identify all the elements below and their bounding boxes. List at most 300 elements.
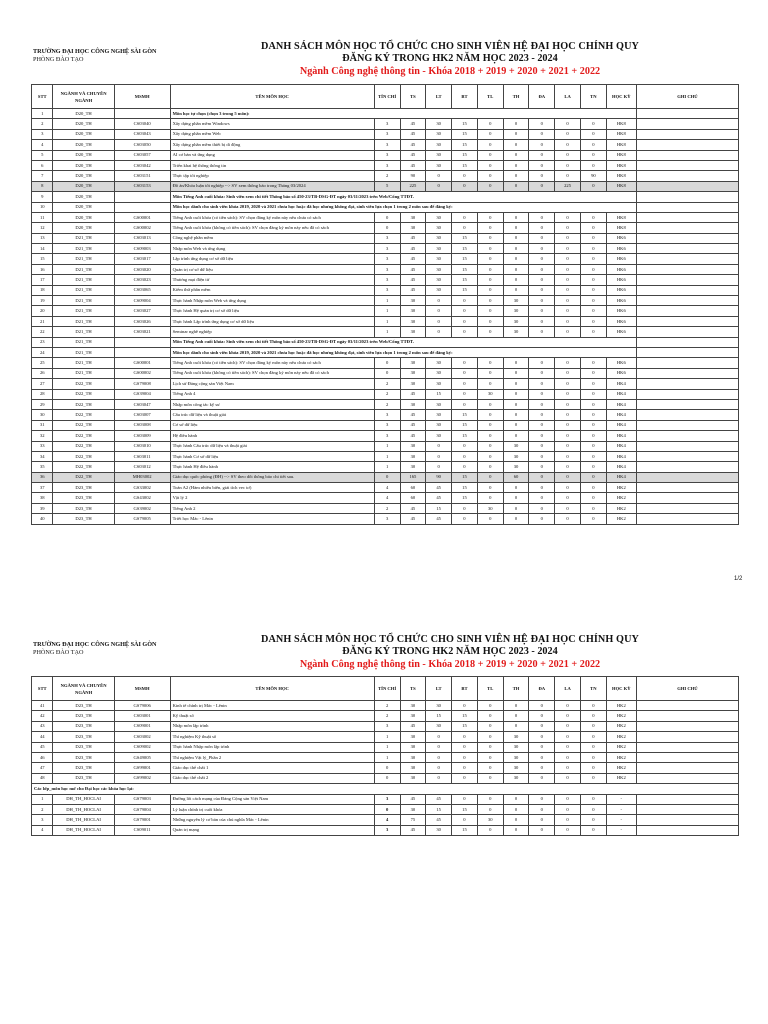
cell-bt: 15 <box>452 119 478 129</box>
cell-tl: 0 <box>477 171 503 181</box>
cell-lt: 30 <box>426 254 452 264</box>
cell-th: 0 <box>503 150 529 160</box>
cell-tn: 0 <box>580 181 606 191</box>
cell-stt: 46 <box>32 752 53 762</box>
cell-bt: 0 <box>452 171 478 181</box>
cell-nganh: D20_TH <box>53 109 114 119</box>
cell-la: 0 <box>555 399 581 409</box>
cell-stt: 45 <box>32 742 53 752</box>
cell-tl: 0 <box>477 368 503 378</box>
cell-stt: 40 <box>32 514 53 524</box>
cell-lt: 30 <box>426 379 452 389</box>
title-line-2: ĐĂNG KÝ TRONG HK2 NĂM HỌC 2023 - 2024 <box>342 646 558 657</box>
cell-ghi-chu <box>636 742 738 752</box>
cell-bt: 0 <box>452 316 478 326</box>
cell-tl: 0 <box>477 732 503 742</box>
table-row <box>32 337 739 347</box>
cell-la: 0 <box>555 763 581 773</box>
table-row <box>32 701 739 711</box>
cell-ghi-chu <box>636 275 738 285</box>
table-row <box>32 721 739 731</box>
cell-bt: 15 <box>452 804 478 814</box>
table-row <box>32 732 739 742</box>
cell-msmh <box>114 347 170 357</box>
cell-la: 0 <box>555 752 581 762</box>
cell-tn: 0 <box>580 451 606 461</box>
column-header-ghi-chu: GHI CHÚ <box>636 677 738 701</box>
table-row <box>32 192 739 202</box>
cell-bt: 0 <box>452 399 478 409</box>
cell-da: 0 <box>529 171 555 181</box>
column-header-nganh: NGÀNH VÀ CHUYÊN NGÀNH <box>53 85 114 109</box>
cell-hoc-ky: HK2 <box>606 711 636 721</box>
cell-th: 60 <box>503 472 529 482</box>
cell-nganh: D23_TH <box>53 514 114 524</box>
cell-la: 0 <box>555 410 581 420</box>
table-row <box>32 358 739 368</box>
cell-ghi-chu <box>636 358 738 368</box>
cell-nganh: D23_TH <box>53 503 114 513</box>
cell-tin-chi: 2 <box>374 503 400 513</box>
cell-stt: 48 <box>32 773 53 783</box>
cell-bt: 0 <box>452 306 478 316</box>
cell-tn: 0 <box>580 462 606 472</box>
cell-bt: 15 <box>452 721 478 731</box>
cell-ten-mon-hoc: Công nghệ phần mềm <box>170 233 374 243</box>
cell-ten-mon-hoc: Thí nghiệm Kỹ thuật số <box>170 732 374 742</box>
cell-ghi-chu <box>636 223 738 233</box>
cell-stt: 19 <box>32 296 53 306</box>
cell-bt: 0 <box>452 379 478 389</box>
cell-ts: 45 <box>400 431 426 441</box>
cell-th: 0 <box>503 420 529 430</box>
column-header-nganh: NGÀNH VÀ CHUYÊN NGÀNH <box>53 677 114 701</box>
cell-ten-mon-hoc: Lịch sử Đảng cộng sản Việt Nam <box>170 379 374 389</box>
cell-la: 0 <box>555 825 581 835</box>
cell-stt: 15 <box>32 254 53 264</box>
cell-th: 0 <box>503 171 529 181</box>
cell-ghi-chu <box>636 119 738 129</box>
cell-msmh: CS03043 <box>114 129 170 139</box>
cell-tin-chi: 4 <box>374 815 400 825</box>
school-name: TRƯỜNG ĐẠI HỌC CÔNG NGHỆ SÀI GÒN <box>33 48 157 55</box>
cell-stt: 9 <box>32 192 53 202</box>
cell-stt: 7 <box>32 171 53 181</box>
cell-bt: 15 <box>452 420 478 430</box>
cell-ghi-chu <box>636 410 738 420</box>
cell-tin-chi: 0 <box>374 472 400 482</box>
cell-nganh: D22_TH <box>53 389 114 399</box>
cell-ts: 90 <box>400 171 426 181</box>
cell-lt: 30 <box>426 358 452 368</box>
cell-la: 0 <box>555 431 581 441</box>
cell-la: 0 <box>555 503 581 513</box>
cell-tn: 0 <box>580 721 606 731</box>
cell-ten-mon-hoc: Môn học dành cho sinh viên khóa 2019, 2020 và 2021 chưa học hoặc đã học nhưng không đạt, sinh viên lựa chọn 1 trong 2 môn sau để đăng ký: <box>170 202 636 212</box>
cell-bt: 15 <box>452 140 478 150</box>
cell-tn: 0 <box>580 701 606 711</box>
cell-bt: 0 <box>452 752 478 762</box>
cell-nganh: D22_TH <box>53 410 114 420</box>
cell-ts: 45 <box>400 140 426 150</box>
cell-th: 0 <box>503 410 529 420</box>
cell-da: 0 <box>529 368 555 378</box>
cell-stt: 10 <box>32 202 53 212</box>
cell-ten-mon-hoc: Môn Tiếng Anh cuối khóa: Sinh viên xem chi tiết Thông báo số 450-23/TB-DSG-ĐT ngày 03/11/2023 trên Web/Cổng TTĐT. <box>170 337 636 347</box>
cell-msmh: CS09001 <box>114 721 170 731</box>
cell-ghi-chu <box>636 264 738 274</box>
cell-nganh: D21_TH <box>53 233 114 243</box>
column-header-tn: TN <box>580 677 606 701</box>
cell-tin-chi: 0 <box>374 804 400 814</box>
cell-msmh: CS03023 <box>114 275 170 285</box>
cell-ten-mon-hoc: Môn học dành cho sinh viên khóa 2019, 2020 và 2021 chưa học hoặc đã học nhưng không đạt, sinh viên lựa chọn 1 trong 2 môn sau để đăng ký: <box>170 347 636 357</box>
cell-nganh: DH_TH_HOCLAI <box>53 815 114 825</box>
cell-th: 0 <box>503 825 529 835</box>
cell-tin-chi: 1 <box>374 296 400 306</box>
cell-stt: 47 <box>32 763 53 773</box>
cell-ten-mon-hoc: Thực tập tốt nghiệp <box>170 171 374 181</box>
cell-th: 30 <box>503 752 529 762</box>
table-row <box>32 171 739 181</box>
cell-bt: 15 <box>452 483 478 493</box>
cell-ten-mon-hoc: Nhập môn công tác kỹ sư <box>170 399 374 409</box>
cell-ten-mon-hoc: Toán A2 (Hàm nhiều biến, giải tích vec tơ) <box>170 483 374 493</box>
cell-lt: 30 <box>426 129 452 139</box>
cell-ts: 30 <box>400 368 426 378</box>
cell-lt: 30 <box>426 160 452 170</box>
cell-stt: 2 <box>32 119 53 129</box>
cell-la: 0 <box>555 150 581 160</box>
cell-lt: 30 <box>426 212 452 222</box>
cell-msmh: CS03011 <box>114 451 170 461</box>
table-row <box>32 327 739 337</box>
cell-tl: 0 <box>477 379 503 389</box>
cell-msmh: GS79008 <box>114 379 170 389</box>
cell-nganh: D21_TH <box>53 275 114 285</box>
cell-ts: 45 <box>400 233 426 243</box>
cell-ts: 30 <box>400 752 426 762</box>
table-row <box>32 514 739 524</box>
cell-th: 0 <box>503 804 529 814</box>
cell-tl: 0 <box>477 462 503 472</box>
cell-tn: 0 <box>580 794 606 804</box>
cell-tin-chi: 3 <box>374 514 400 524</box>
cell-hoc-ky: HK6 <box>606 285 636 295</box>
cell-lt: 30 <box>426 368 452 378</box>
cell-msmh: CS03153 <box>114 181 170 191</box>
cell-stt: 34 <box>32 451 53 461</box>
cell-da: 0 <box>529 773 555 783</box>
cell-nganh: D23_TH <box>53 742 114 752</box>
cell-tin-chi: 3 <box>374 160 400 170</box>
cell-lt: 30 <box>426 244 452 254</box>
cell-tn: 0 <box>580 410 606 420</box>
cell-ghi-chu <box>636 732 738 742</box>
cell-nganh: D23_TH <box>53 773 114 783</box>
cell-tin-chi: 3 <box>374 275 400 285</box>
cell-da: 0 <box>529 254 555 264</box>
cell-msmh: CS03057 <box>114 150 170 160</box>
cell-hoc-ky: HK2 <box>606 742 636 752</box>
cell-th: 30 <box>503 462 529 472</box>
cell-da: 0 <box>529 389 555 399</box>
cell-ts: 30 <box>400 732 426 742</box>
cell-tl: 0 <box>477 701 503 711</box>
cell-bt: 15 <box>452 264 478 274</box>
column-header-ghi-chu: GHI CHÚ <box>636 85 738 109</box>
cell-nganh: D23_TH <box>53 701 114 711</box>
cell-la: 0 <box>555 483 581 493</box>
cell-nganh: D23_TH <box>53 483 114 493</box>
cell-hoc-ky: HK4 <box>606 472 636 482</box>
cell-hoc-ky: - <box>606 815 636 825</box>
cell-nganh: D21_TH <box>53 327 114 337</box>
cell-tin-chi: 3 <box>374 264 400 274</box>
cell-tin-chi: 2 <box>374 379 400 389</box>
cell-da: 0 <box>529 431 555 441</box>
department-name: PHÒNG ĐÀO TẠO <box>33 56 84 63</box>
cell-da: 0 <box>529 244 555 254</box>
cell-ten-mon-hoc: Thực hành Cấu trúc dữ liệu và thuật giải <box>170 441 374 451</box>
cell-hoc-ky: HK4 <box>606 379 636 389</box>
cell-tin-chi: 0 <box>374 223 400 233</box>
cell-tn: 0 <box>580 420 606 430</box>
cell-la: 0 <box>555 379 581 389</box>
cell-tin-chi: 4 <box>374 493 400 503</box>
column-header-la: LA <box>555 85 581 109</box>
cell-stt: 25 <box>32 358 53 368</box>
cell-hoc-ky: HK6 <box>606 296 636 306</box>
cell-bt: 0 <box>452 794 478 804</box>
cell-la: 0 <box>555 773 581 783</box>
cell-stt: 1 <box>32 109 53 119</box>
cell-ghi-chu <box>636 337 738 347</box>
cell-tn: 0 <box>580 233 606 243</box>
cell-tl: 0 <box>477 223 503 233</box>
cell-ts: 45 <box>400 275 426 285</box>
cell-lt: 0 <box>426 171 452 181</box>
column-header-msmh: MSMH <box>114 85 170 109</box>
cell-tn: 0 <box>580 264 606 274</box>
table-row <box>32 233 739 243</box>
cell-tin-chi: 2 <box>374 701 400 711</box>
cell-la: 0 <box>555 160 581 170</box>
cell-msmh: CS03002 <box>114 732 170 742</box>
cell-tl: 0 <box>477 825 503 835</box>
cell-ten-mon-hoc: Lập trình ứng dụng cơ sở dữ liệu <box>170 254 374 264</box>
cell-da: 0 <box>529 306 555 316</box>
cell-hoc-ky: HK6 <box>606 275 636 285</box>
cell-tn: 0 <box>580 275 606 285</box>
cell-hoc-ky: HK2 <box>606 752 636 762</box>
cell-tin-chi: 3 <box>374 233 400 243</box>
table-row <box>32 389 739 399</box>
cell-ten-mon-hoc: Đồ án/Khóa luận tốt nghiệp --> SV xem thông báo trong Tháng 03/2024 <box>170 181 374 191</box>
cell-hoc-ky: HK4 <box>606 410 636 420</box>
cell-ten-mon-hoc: Giáo dục thể chất 2 <box>170 773 374 783</box>
cell-msmh: GS39002 <box>114 503 170 513</box>
cell-tl: 30 <box>477 389 503 399</box>
cell-bt: 0 <box>452 462 478 472</box>
cell-ts: 30 <box>400 212 426 222</box>
cell-msmh: GS99002 <box>114 773 170 783</box>
cell-tl: 0 <box>477 129 503 139</box>
cell-bt: 0 <box>452 327 478 337</box>
cell-ts: 45 <box>400 160 426 170</box>
table-row <box>32 368 739 378</box>
document-page-2 <box>0 620 768 1024</box>
cell-ts: 45 <box>400 150 426 160</box>
cell-lt: 0 <box>426 316 452 326</box>
cell-th: 0 <box>503 368 529 378</box>
cell-tin-chi: 2 <box>374 711 400 721</box>
cell-la: 0 <box>555 212 581 222</box>
cell-stt: 27 <box>32 379 53 389</box>
cell-tin-chi: 3 <box>374 431 400 441</box>
cell-ghi-chu <box>636 233 738 243</box>
cell-bt: 0 <box>452 358 478 368</box>
cell-msmh: CS09011 <box>114 825 170 835</box>
cell-da: 0 <box>529 752 555 762</box>
cell-hoc-ky: HK4 <box>606 441 636 451</box>
cell-lt: 0 <box>426 732 452 742</box>
cell-msmh: CS09002 <box>114 742 170 752</box>
cell-bt: 15 <box>452 233 478 243</box>
cell-nganh: D22_TH <box>53 431 114 441</box>
cell-stt: 32 <box>32 431 53 441</box>
cell-nganh: D21_TH <box>53 264 114 274</box>
table-row <box>32 763 739 773</box>
cell-ten-mon-hoc: Quản trị cơ sở dữ liệu <box>170 264 374 274</box>
cell-ghi-chu <box>636 462 738 472</box>
cell-stt: 6 <box>32 160 53 170</box>
cell-th: 0 <box>503 212 529 222</box>
cell-lt: 30 <box>426 721 452 731</box>
column-header-lt: LT <box>426 85 452 109</box>
cell-ts: 30 <box>400 462 426 472</box>
cell-ts: 45 <box>400 794 426 804</box>
table-row <box>32 825 739 835</box>
cell-stt: 17 <box>32 275 53 285</box>
cell-tn: 0 <box>580 399 606 409</box>
cell-ghi-chu <box>636 399 738 409</box>
column-header-la: LA <box>555 677 581 701</box>
cell-hoc-ky: HK2 <box>606 493 636 503</box>
column-header-lt: LT <box>426 677 452 701</box>
cell-ghi-chu <box>636 451 738 461</box>
cell-nganh: D21_TH <box>53 306 114 316</box>
cell-tl: 0 <box>477 212 503 222</box>
cell-hoc-ky: HK8 <box>606 223 636 233</box>
cell-tl: 0 <box>477 160 503 170</box>
cell-ts: 30 <box>400 399 426 409</box>
cell-ten-mon-hoc: Đường lối cách mạng của Đảng Cộng sản Việt Nam <box>170 794 374 804</box>
title-line-1: DANH SÁCH MÔN HỌC TỔ CHỨC CHO SINH VIÊN HỆ ĐẠI HỌC CHÍNH QUY <box>261 634 639 645</box>
cell-msmh: CS03010 <box>114 441 170 451</box>
cell-tl: 0 <box>477 275 503 285</box>
cell-tl: 30 <box>477 815 503 825</box>
cell-la: 0 <box>555 306 581 316</box>
cell-da: 0 <box>529 327 555 337</box>
cell-nganh: D21_TH <box>53 316 114 326</box>
cell-msmh: GS33002 <box>114 483 170 493</box>
cell-tin-chi: 3 <box>374 285 400 295</box>
cell-ts: 45 <box>400 129 426 139</box>
cell-lt: 45 <box>426 483 452 493</box>
cell-tl: 0 <box>477 327 503 337</box>
cell-hoc-ky: HK8 <box>606 150 636 160</box>
cell-ts: 45 <box>400 514 426 524</box>
cell-lt: 0 <box>426 752 452 762</box>
document-title <box>215 634 685 671</box>
cell-ten-mon-hoc: Xây dựng phần mềm thiết bị di động <box>170 140 374 150</box>
cell-hoc-ky: HK6 <box>606 254 636 264</box>
cell-la: 0 <box>555 815 581 825</box>
cell-ts: 30 <box>400 773 426 783</box>
cell-stt: 5 <box>32 150 53 160</box>
table-row <box>32 150 739 160</box>
cell-da: 0 <box>529 483 555 493</box>
cell-nganh: D22_TH <box>53 399 114 409</box>
cell-da: 0 <box>529 410 555 420</box>
column-header-tl: TL <box>477 677 503 701</box>
course-table-page-1 <box>31 84 739 525</box>
cell-tin-chi: 1 <box>374 752 400 762</box>
cell-ts: 30 <box>400 358 426 368</box>
table-row <box>32 306 739 316</box>
cell-ts: 30 <box>400 763 426 773</box>
cell-tn: 0 <box>580 358 606 368</box>
cell-ghi-chu <box>636 202 738 212</box>
cell-da: 0 <box>529 451 555 461</box>
cell-da: 0 <box>529 140 555 150</box>
cell-tin-chi: 1 <box>374 732 400 742</box>
title-line-3: Ngành Công nghệ thông tin - Khóa 2018 + 2019 + 2020 + 2021 + 2022 <box>299 659 601 670</box>
cell-ten-mon-hoc: AI cơ bản và ứng dụng <box>170 150 374 160</box>
cell-lt: 30 <box>426 410 452 420</box>
table-row <box>32 109 739 119</box>
cell-msmh: CS03027 <box>114 306 170 316</box>
cell-ten-mon-hoc: Thực hành Cơ sở dữ liệu <box>170 451 374 461</box>
column-header-hoc-ky: HỌC KỲ <box>606 677 636 701</box>
cell-da: 0 <box>529 742 555 752</box>
column-header-ts: TS <box>400 677 426 701</box>
cell-tn: 0 <box>580 503 606 513</box>
cell-ts: 30 <box>400 701 426 711</box>
cell-lt: 0 <box>426 296 452 306</box>
table-row <box>32 347 739 357</box>
table-row <box>32 711 739 721</box>
cell-ghi-chu <box>636 347 738 357</box>
school-block <box>33 48 157 64</box>
table-row <box>32 794 739 804</box>
cell-da: 0 <box>529 223 555 233</box>
cell-tin-chi: 0 <box>374 763 400 773</box>
cell-nganh: D21_TH <box>53 368 114 378</box>
cell-ghi-chu <box>636 181 738 191</box>
cell-tn: 0 <box>580 296 606 306</box>
cell-nganh: D20_TH <box>53 212 114 222</box>
cell-tn: 0 <box>580 379 606 389</box>
cell-nganh: DH_TH_HOCLAI <box>53 794 114 804</box>
cell-ghi-chu <box>636 721 738 731</box>
cell-msmh: CS03065 <box>114 285 170 295</box>
cell-stt: 41 <box>32 701 53 711</box>
cell-msmh: GS43002 <box>114 493 170 503</box>
cell-tin-chi: 0 <box>374 368 400 378</box>
cell-stt: 1 <box>32 794 53 804</box>
